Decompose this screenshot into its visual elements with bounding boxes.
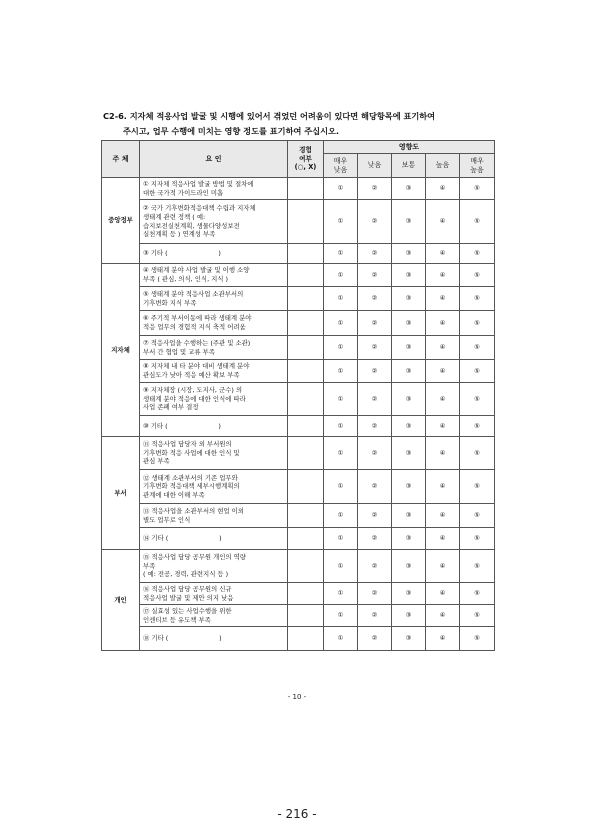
score-option-5[interactable]: ⑤ [460,311,495,336]
factor-row [102,583,495,605]
score-option-5[interactable]: ⑤ [460,287,495,311]
experience-input-cell[interactable] [288,200,324,244]
page-number: - 10 - [287,693,307,701]
experience-input-cell[interactable] [288,550,324,583]
score-option-3[interactable]: ③ [392,504,426,528]
score-option-2[interactable]: ② [358,550,392,583]
experience-input-cell[interactable] [288,336,324,360]
factor-cell [140,287,288,311]
header-level-2: 낮음 [358,154,392,178]
score-option-3[interactable]: ③ [392,336,426,360]
factor-cell [140,605,288,627]
factor-row [102,287,495,311]
score-option-2[interactable]: ② [358,605,392,627]
factor-text: ① 지자체 적응사업 발굴 방법 및 절차에 대한 국가적 가이드라인 미흡 [143,179,254,197]
score-option-3[interactable]: ③ [392,470,426,504]
header-level-3: 보통 [392,154,426,178]
subject-cell: 지자체 [102,264,140,437]
big-page-number: - 216 - [277,807,317,821]
factor-cell [140,504,288,528]
score-option-5[interactable]: ⑤ [460,416,495,437]
score-option-5[interactable]: ⑤ [460,383,495,416]
score-option-2[interactable]: ② [358,627,392,651]
score-option-2[interactable]: ② [358,360,392,383]
score-option-3[interactable]: ③ [392,287,426,311]
header-experience [288,141,324,178]
factor-text: ⑫ 생태계 소관부서의 기존 업무와 기후변화 적응대책 세부시행계획의 관계에 대한 이해 부족 [143,473,240,499]
score-option-5[interactable]: ⑤ [460,528,495,550]
score-option-2[interactable]: ② [358,336,392,360]
score-option-1[interactable]: ① [324,336,358,360]
score-option-1[interactable]: ① [324,360,358,383]
survey-table [101,140,495,651]
score-option-3[interactable]: ③ [392,200,426,244]
score-option-1[interactable]: ① [324,287,358,311]
factor-cell [140,416,288,437]
experience-input-cell[interactable] [288,627,324,651]
score-option-2[interactable]: ② [358,437,392,470]
experience-input-cell[interactable] [288,470,324,504]
factor-cell [140,550,288,583]
score-option-1[interactable]: ① [324,470,358,504]
score-option-1[interactable]: ① [324,383,358,416]
factor-text: ⑬ 적응사업을 소관부서의 현업 이외 별도 업무로 인식 [143,506,244,524]
experience-input-cell[interactable] [288,583,324,605]
score-option-3[interactable]: ③ [392,605,426,627]
score-option-5[interactable]: ⑤ [460,583,495,605]
header-subject: 주 체 [102,141,140,178]
factor-cell [140,627,288,651]
score-option-2[interactable]: ② [358,264,392,287]
factor-cell [140,264,288,287]
subject-cell: 개인 [102,550,140,651]
score-option-3[interactable]: ③ [392,583,426,605]
score-option-5[interactable]: ⑤ [460,437,495,470]
score-option-5[interactable]: ⑤ [460,605,495,627]
factor-text: ⑩ 기타 ( ) [143,421,221,430]
score-option-2[interactable]: ② [358,528,392,550]
score-option-2[interactable]: ② [358,244,392,264]
header-factor: 요 인 [140,141,288,178]
score-option-5[interactable]: ⑤ [460,336,495,360]
factor-row [102,528,495,550]
factor-row [102,504,495,528]
score-option-1[interactable]: ① [324,264,358,287]
question-line-2: 주시고, 업무 수행에 미치는 영향 정도를 표기하여 주십시오. [123,126,339,136]
score-option-5[interactable]: ⑤ [460,200,495,244]
score-option-3[interactable]: ③ [392,437,426,470]
factor-text: ⑦ 적응사업을 수행하는 (주관 및 소관) 부서 간 협업 및 교류 부족 [143,338,251,356]
experience-input-cell[interactable] [288,244,324,264]
score-option-3[interactable]: ③ [392,416,426,437]
factor-text: ④ 생태계 분야 사업 발굴 및 이행 소양 부족 ( 관심, 의식, 인식, 지식 ) [143,266,250,283]
score-option-5[interactable]: ⑤ [460,244,495,264]
experience-input-cell[interactable] [288,360,324,383]
score-option-5[interactable]: ⑤ [460,360,495,383]
score-option-5[interactable]: ⑤ [460,178,495,200]
score-option-2[interactable]: ② [358,416,392,437]
score-option-3[interactable]: ③ [392,550,426,583]
score-option-2[interactable]: ② [358,287,392,311]
factor-text: ② 국가 기후변화적응대책 수립과 지자체 생태계 관련 정책 ( 예: 습지보전실천계획, 생물다양성보전 실천계획 등 ) 연계성 부족 [143,204,256,239]
score-option-2[interactable]: ② [358,504,392,528]
score-option-1[interactable]: ① [324,583,358,605]
score-option-4[interactable]: ④ [426,416,460,437]
score-option-4[interactable]: ④ [426,336,460,360]
factor-cell [140,244,288,264]
score-option-4[interactable]: ④ [426,360,460,383]
score-option-4[interactable]: ④ [426,264,460,287]
factor-row [102,550,495,583]
factor-row [102,311,495,336]
score-option-1[interactable]: ① [324,504,358,528]
score-option-4[interactable]: ④ [426,583,460,605]
score-option-4[interactable]: ④ [426,178,460,200]
header-experience-label: 경험 여부 (○, X) [294,146,317,172]
score-option-3[interactable]: ③ [392,264,426,287]
factor-text: ⑱ 기타 ( ) [143,634,222,643]
factor-row [102,437,495,470]
question-line-1: C2-6. 지자체 적응사업 발굴 및 시행에 있어서 겪었던 어려움이 있다면 해당항목에 표기하여 [103,111,436,121]
score-option-3[interactable]: ③ [392,311,426,336]
question-text [103,109,503,139]
factor-cell [140,311,288,336]
score-option-5[interactable]: ⑤ [460,504,495,528]
score-option-2[interactable]: ② [358,200,392,244]
score-option-4[interactable]: ④ [426,437,460,470]
score-option-5[interactable]: ⑤ [460,470,495,504]
score-option-1[interactable]: ① [324,528,358,550]
score-option-1[interactable]: ① [324,550,358,583]
factor-row [102,470,495,504]
factor-row [102,605,495,627]
score-option-1[interactable]: ① [324,437,358,470]
score-option-1[interactable]: ① [324,627,358,651]
score-option-5[interactable]: ⑤ [460,627,495,651]
factor-text: ⑰ 실효성 있는 사업수행을 위한 인센티브 등 유도책 부족 [143,606,232,624]
factor-cell [140,383,288,416]
subject-cell: 부서 [102,437,140,550]
score-option-4[interactable]: ④ [426,200,460,244]
experience-input-cell[interactable] [288,504,324,528]
header-level-1: 매우 낮음 [324,154,358,178]
factor-row [102,627,495,651]
factor-text: ⑮ 적응사업 담당 공무원 개인의 역량 부족 ( 예: 전공, 경력, 관련지식 등 ) [143,553,246,579]
header-level-5: 매우 높음 [460,154,495,178]
experience-input-cell[interactable] [288,416,324,437]
experience-input-cell[interactable] [288,605,324,627]
subject-cell: 중앙정부 [102,178,140,264]
header-impact: 영향도 [324,141,495,154]
score-option-1[interactable]: ① [324,311,358,336]
factor-text: ⑯ 적응사업 담당 공무원의 신규 적응사업 발굴 및 제안 의지 낮음 [143,584,234,602]
experience-input-cell[interactable] [288,178,324,200]
score-option-5[interactable]: ⑤ [460,264,495,287]
factor-row [102,264,495,287]
experience-input-cell[interactable] [288,437,324,470]
score-option-4[interactable]: ④ [426,504,460,528]
score-option-4[interactable]: ④ [426,244,460,264]
score-option-3[interactable]: ③ [392,528,426,550]
factor-text: ③ 기타 ( ) [143,249,221,258]
score-option-5[interactable]: ⑤ [460,550,495,583]
score-option-4[interactable]: ④ [426,605,460,627]
factor-text: ⑪ 적응사업 담당자 외 부서원의 기후변화 적응 사업에 대한 인식 및 관심 부족 [143,440,240,466]
factor-row [102,360,495,383]
factor-cell [140,583,288,605]
experience-input-cell[interactable] [288,311,324,336]
factor-cell [140,470,288,504]
factor-text: ⑭ 기타 ( ) [143,534,222,543]
header-level-4: 높음 [426,154,460,178]
factor-cell [140,360,288,383]
factor-row [102,178,495,200]
factor-cell [140,437,288,470]
factor-cell [140,336,288,360]
score-option-4[interactable]: ④ [426,383,460,416]
factor-text: ⑧ 지자체 내 타 분야 대비 생태계 분야 관심도가 낮아 적응 예산 확보 부족 [143,362,250,379]
factor-row [102,244,495,264]
score-option-1[interactable]: ① [324,178,358,200]
score-option-4[interactable]: ④ [426,311,460,336]
score-option-3[interactable]: ③ [392,383,426,416]
score-option-1[interactable]: ① [324,416,358,437]
score-option-4[interactable]: ④ [426,287,460,311]
score-option-4[interactable]: ④ [426,550,460,583]
factor-text: ⑥ 주기적 부서이동에 따라 생태계 분야 적응 업무의 경험적 지식 축적 어려움 [143,314,252,331]
score-option-1[interactable]: ① [324,244,358,264]
score-option-1[interactable]: ① [324,605,358,627]
factor-text: ⑨ 지자체장 (시장, 도지사, 군수) 의 생태계 분야 적응에 대한 인식에 따라 사업 존폐 여부 결정 [143,386,246,412]
score-option-2[interactable]: ② [358,383,392,416]
score-option-4[interactable]: ④ [426,528,460,550]
factor-row [102,383,495,416]
experience-input-cell[interactable] [288,264,324,287]
score-option-3[interactable]: ③ [392,244,426,264]
score-option-3[interactable]: ③ [392,178,426,200]
experience-input-cell[interactable] [288,383,324,416]
experience-input-cell[interactable] [288,287,324,311]
score-option-3[interactable]: ③ [392,627,426,651]
factor-row [102,416,495,437]
score-option-2[interactable]: ② [358,470,392,504]
score-option-4[interactable]: ④ [426,627,460,651]
factor-cell [140,178,288,200]
score-option-1[interactable]: ① [324,200,358,244]
score-option-2[interactable]: ② [358,583,392,605]
score-option-2[interactable]: ② [358,311,392,336]
factor-cell [140,200,288,244]
factor-cell [140,528,288,550]
score-option-2[interactable]: ② [358,178,392,200]
factor-text: ⑤ 생태계 분야 적응사업 소관부서의 기후변화 지식 부족 [143,289,244,307]
factor-row [102,336,495,360]
score-option-3[interactable]: ③ [392,360,426,383]
factor-row [102,200,495,244]
experience-input-cell[interactable] [288,528,324,550]
score-option-4[interactable]: ④ [426,470,460,504]
